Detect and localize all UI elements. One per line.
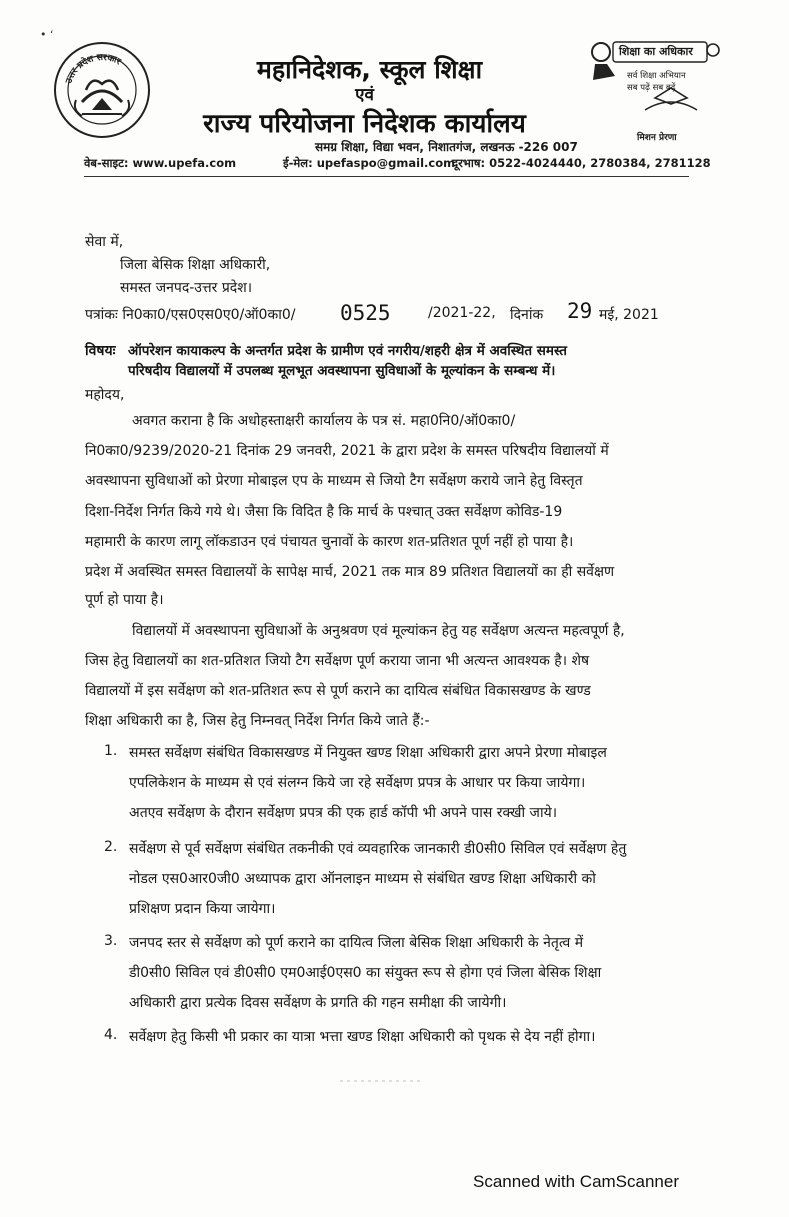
item-line: सर्वेक्षण से पूर्व सर्वेक्षण संबंधित तकनीकी एवं व्यवहारिक जानकारी डी0सी0 सिविल एवं सर्वेक्षण हेतु — [129, 841, 627, 857]
item-line: सर्वेक्षण हेतु किसी भी प्रकार का यात्रा भत्ता खण्ड शिक्षा अधिकारी को पृथक से देय नहीं होगा। — [129, 1029, 596, 1045]
ssa-label: सर्व शिक्षा अभियान — [627, 71, 686, 81]
date-month-year: मई, 2021 — [599, 307, 659, 323]
emblem-text: उत्तर प्रदेश सरकार — [64, 52, 123, 86]
para2-line: शिक्षा अधिकारी का है, जिस हेतु निम्नवत् निर्देश निर्गत किये जाते हैं:- — [85, 713, 430, 729]
item-line: समस्त सर्वेक्षण संबंधित विकासखण्ड में नियुक्त खण्ड शिक्षा अधिकारी द्वारा अपने प्रेरणा मोबाइल — [129, 745, 607, 761]
subject-label: विषयः — [85, 343, 116, 359]
addressee-line2: समस्त जनपद-उत्तर प्रदेश। — [120, 280, 253, 296]
addressee-line1: जिला बेसिक शिक्षा अधिकारी, — [120, 257, 271, 273]
item-line: एपलिकेशन के माध्यम से एवं संलग्न किये जा रहे सर्वेक्षण प्रपत्र के आधार पर किया जायेगा। — [129, 775, 586, 791]
subject-line2: परिषदीय विद्यालयों में उपलब्ध मूलभूत अवस्थापना सुविधाओं के मूल्यांकन के सम्बन्ध में। — [128, 363, 556, 379]
para1-line: प्रदेश में अवस्थित समस्त विद्यालयों के सापेक्ष मार्च, 2021 तक मात्र 89 प्रतिशत विद्यालयों का ही सर्वेक्षण — [85, 564, 615, 580]
office-address: समग्र शिक्षा, विद्या भवन, निशातगंज, लखनऊ -226 007 — [315, 140, 578, 154]
item-line: अधिकारी द्वारा प्रत्येक दिवस सर्वेक्षण के प्रगति की गहन समीक्षा की जायेगी। — [129, 995, 507, 1011]
date-label: दिनांक — [510, 307, 544, 323]
item-line: जनपद स्तर से सर्वेक्षण को पूर्ण कराने का दायित्व जिला बेसिक शिक्षा अधिकारी के नेतृत्व में — [129, 935, 584, 951]
item-line: प्रशिक्षण प्रदान किया जायेगा। — [129, 901, 276, 917]
item-number: 1. — [104, 743, 118, 759]
para1-line: अवस्थापना सुविधाओं को प्रेरणा मोबाइल एप के माध्यम से जियो टैग सर्वेक्षण कराये जाने हेतु विस्तृत — [85, 473, 583, 489]
item-number: 2. — [104, 839, 118, 855]
header-divider — [84, 176, 689, 177]
para1-line: पूर्ण हो पाया है। — [85, 592, 164, 608]
office-website: वेब-साइट: www.upefa.com — [84, 156, 237, 170]
office-title-line1: महानिदेशक, स्कूल शिक्षा — [256, 55, 483, 84]
office-title-line2: एवं — [355, 85, 374, 105]
camscanner-watermark: Scanned with CamScanner — [473, 1172, 680, 1191]
para1-line: महामारी के कारण लागू लॉकडाउन एवं पंचायत चुनावों के कारण शत-प्रतिशत पूर्ण नहीं हो पाया है। — [85, 534, 574, 550]
para1-line: दिशा-निर्देश निर्गत किये गये थे। जैसा कि विदित है कि मार्च के पश्चात् उक्त सर्वेक्षण कोविड-19 — [85, 504, 563, 520]
scan-mark: • ʻ — [40, 28, 54, 41]
subject-line1: ऑपरेशन कायाकल्प के अन्तर्गत प्रदेश के ग्रामीण एवं नगरीय/शहरी क्षेत्र में अवस्थित समस्त — [128, 343, 567, 359]
reference-prefix: पत्रांकः नि0का0/एस0एस0ए0/ऑ0का0/ — [85, 307, 296, 323]
office-title-line3: राज्य परियोजना निदेशक कार्यालय — [203, 109, 526, 139]
ssa-slogan: सब पढ़ें सब बढ़ें — [627, 83, 676, 93]
item-line: नोडल एस0आर0जी0 अध्यापक द्वारा ऑनलाइन माध्यम से संबंधित खण्ड शिक्षा अधिकारी को — [129, 871, 596, 887]
para2-line: विद्यालयों में इस सर्वेक्षण को शत-प्रतिशत रूप से पूर्ण कराने का दायित्व संबंधित विकासखण्ड के खण्ड — [85, 683, 591, 699]
item-line: अतएव सर्वेक्षण के दौरान सर्वेक्षण प्रपत्र की एक हार्ड कॉपी भी अपने पास रक्खी जाये। — [129, 805, 557, 821]
greeting: महोदय, — [85, 387, 125, 403]
para1-line: अवगत कराना है कि अधोहस्ताक्षरी कार्यालय के पत्र सं. महा0नि0/ऑ0का0/ — [132, 413, 516, 429]
date-day: 29 — [567, 299, 593, 323]
item-number: 4. — [104, 1027, 118, 1043]
reference-year: /2021-22, — [428, 305, 496, 321]
mission-prerna-label: मिशन प्रेरणा — [637, 133, 677, 143]
para2-line: विद्यालयों में अवस्थापना सुविधाओं के अनुश्रवण एवं मूल्यांकन हेतु यह सर्वेक्षण अत्यन्त महत्वपूर्ण है, — [132, 623, 625, 639]
to-label: सेवा में, — [85, 234, 124, 250]
office-email: ई-मेल: upefaspo@gmail.com — [283, 156, 456, 170]
reference-number: 0525 — [340, 301, 391, 325]
para1-line: नि0का0/9239/2020-21 दिनांक 29 जनवरी, 2021 के द्वारा प्रदेश के समस्त परिषदीय विद्यालयों में — [85, 443, 609, 459]
mission-prerna-logo — [585, 36, 725, 148]
faint-stamp-mark — [340, 1078, 420, 1084]
rte-label: शिक्षा का अधिकार — [619, 45, 693, 58]
office-phone: दूरभाष: 0522-4024440, 2780384, 2781128 — [452, 156, 711, 170]
item-number: 3. — [104, 933, 118, 949]
item-line: डी0सी0 सिविल एवं डी0सी0 एम0आई0एस0 का संयुक्त रूप से होगा एवं जिला बेसिक शिक्षा — [129, 965, 602, 981]
para2-line: जिस हेतु विद्यालयों का शत-प्रतिशत जियो टैग सर्वेक्षण पूर्ण कराया जाना भी अत्यन्त आवश्यक है। शेष — [85, 653, 590, 669]
